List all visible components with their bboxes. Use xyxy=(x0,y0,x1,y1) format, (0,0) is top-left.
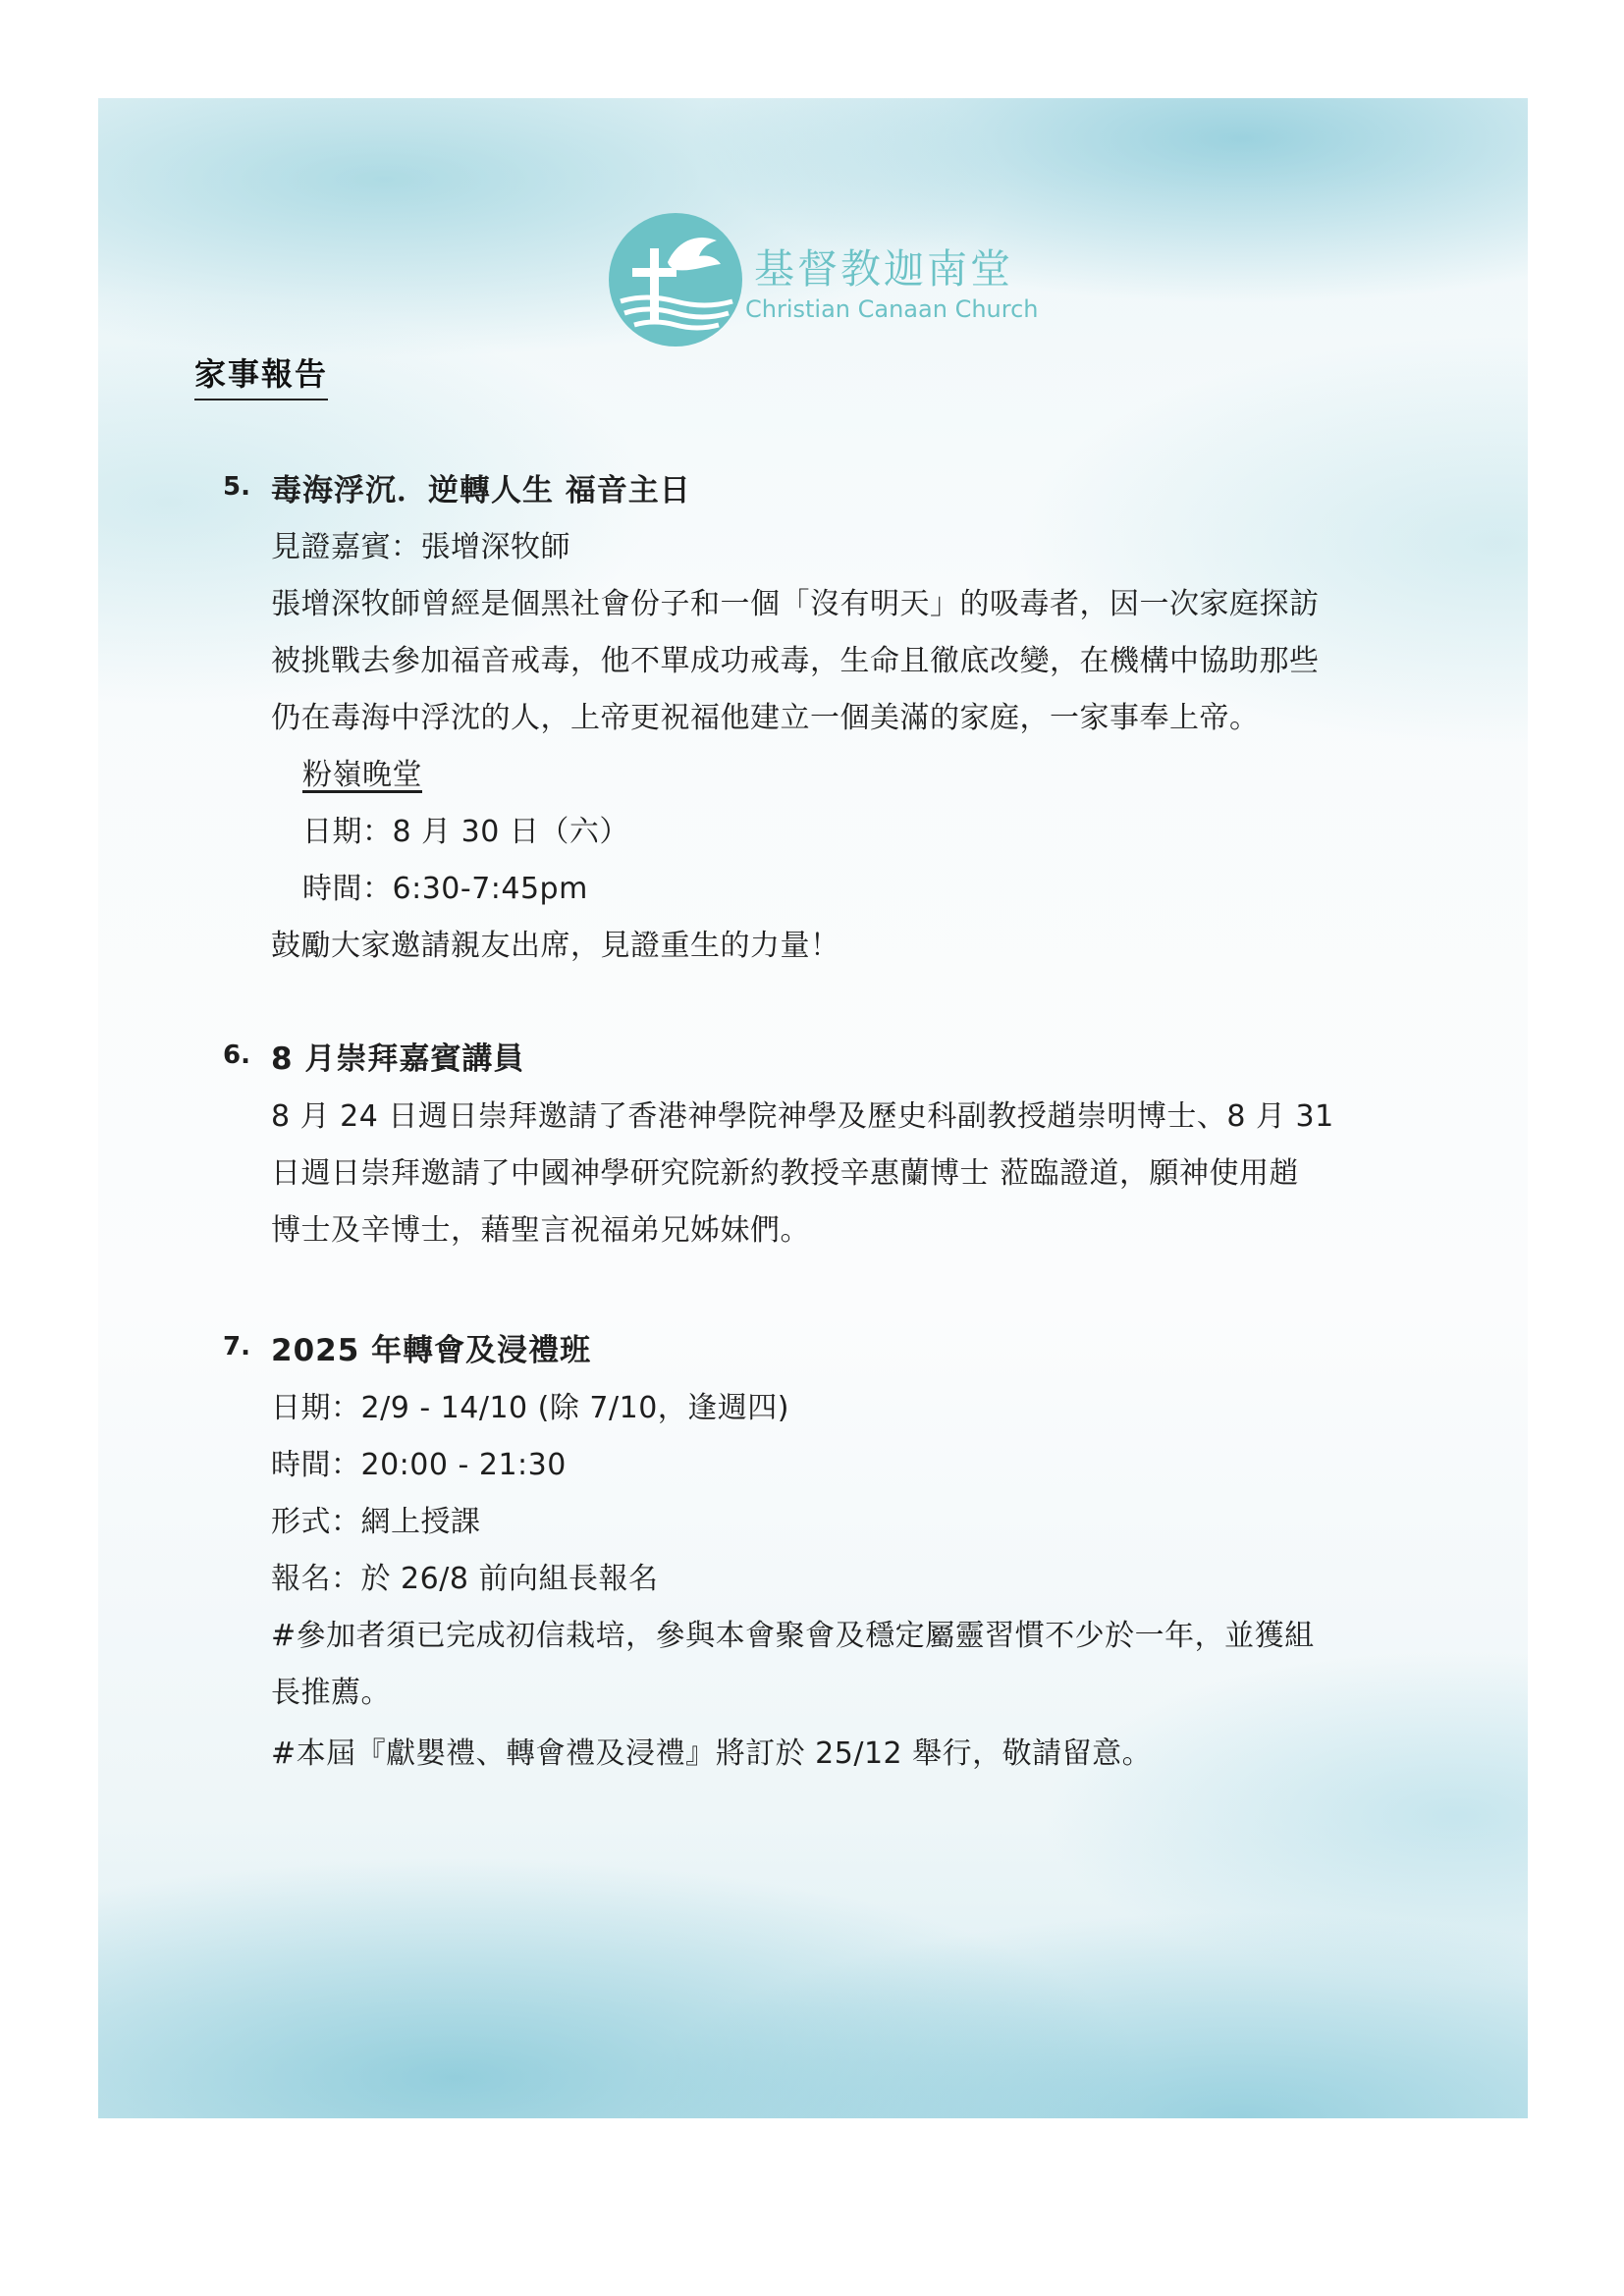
church-logo xyxy=(607,211,1039,348)
item-number: 5. xyxy=(223,472,250,502)
item-line: 博士及辛博士，藉聖言祝福弟兄姊妹們。 xyxy=(271,1213,810,1248)
event-date: 日期：8 月 30 日（六） xyxy=(302,815,629,849)
item-line: 日週日崇拜邀請了中國神學研究院新約教授辛惠蘭博士 蒞臨證道，願神使用趙 xyxy=(271,1156,1300,1191)
item-line: 形式：網上授課 xyxy=(271,1505,481,1539)
item-line: 見證嘉賓：張增深牧師 xyxy=(271,530,570,564)
item-number: 7. xyxy=(223,1332,250,1362)
event-time: 時間：6:30-7:45pm xyxy=(302,872,588,906)
bulletin-page xyxy=(98,98,1528,2118)
item-line: 時間：20:00 - 21:30 xyxy=(271,1448,567,1482)
page-heading: 家事報告 xyxy=(194,349,328,400)
item-number: 6. xyxy=(223,1041,250,1070)
item-line: 被挑戰去參加福音戒毒，他不單成功戒毒，生命且徹底改變，在機構中協助那些 xyxy=(271,644,1320,678)
item-line: 8 月 24 日週日崇拜邀請了香港神學院神學及歷史科副教授趙崇明博士、8 月 31 xyxy=(271,1099,1334,1134)
item-line: 報名：於 26/8 前向組長報名 xyxy=(271,1562,659,1596)
item-title: 毒海浮沉．逆轉人生 福音主日 xyxy=(271,473,691,508)
item-line: #本屆『獻嬰禮、轉會禮及浸禮』將訂於 25/12 舉行，敬請留意。 xyxy=(271,1736,1153,1771)
venue-label: 粉嶺晚堂 xyxy=(302,758,422,792)
item-line: 張增深牧師曾經是個黑社會份子和一個「沒有明天」的吸毒者，因一次家庭探訪 xyxy=(271,587,1320,621)
item-line: 仍在毒海中浮沈的人，上帝更祝福他建立一個美滿的家庭，一家事奉上帝。 xyxy=(271,701,1260,735)
church-name-english: Christian Canaan Church xyxy=(745,295,1039,323)
item-closing: 鼓勵大家邀請親友出席，見證重生的力量！ xyxy=(271,929,840,963)
item-line: 日期：2/9 - 14/10 (除 7/10，逢週四) xyxy=(271,1391,789,1425)
item-title: 8 月崇拜嘉賓講員 xyxy=(271,1041,525,1077)
dove-cross-icon xyxy=(607,211,744,348)
item-line: #參加者須已完成初信栽培，參與本會聚會及穩定屬靈習慣不少於一年，並獲組 xyxy=(271,1619,1315,1653)
item-line: 長推薦。 xyxy=(271,1676,391,1710)
item-title: 2025 年轉會及浸禮班 xyxy=(271,1333,592,1368)
church-name-chinese: 基督教迦南堂 xyxy=(754,245,1013,293)
